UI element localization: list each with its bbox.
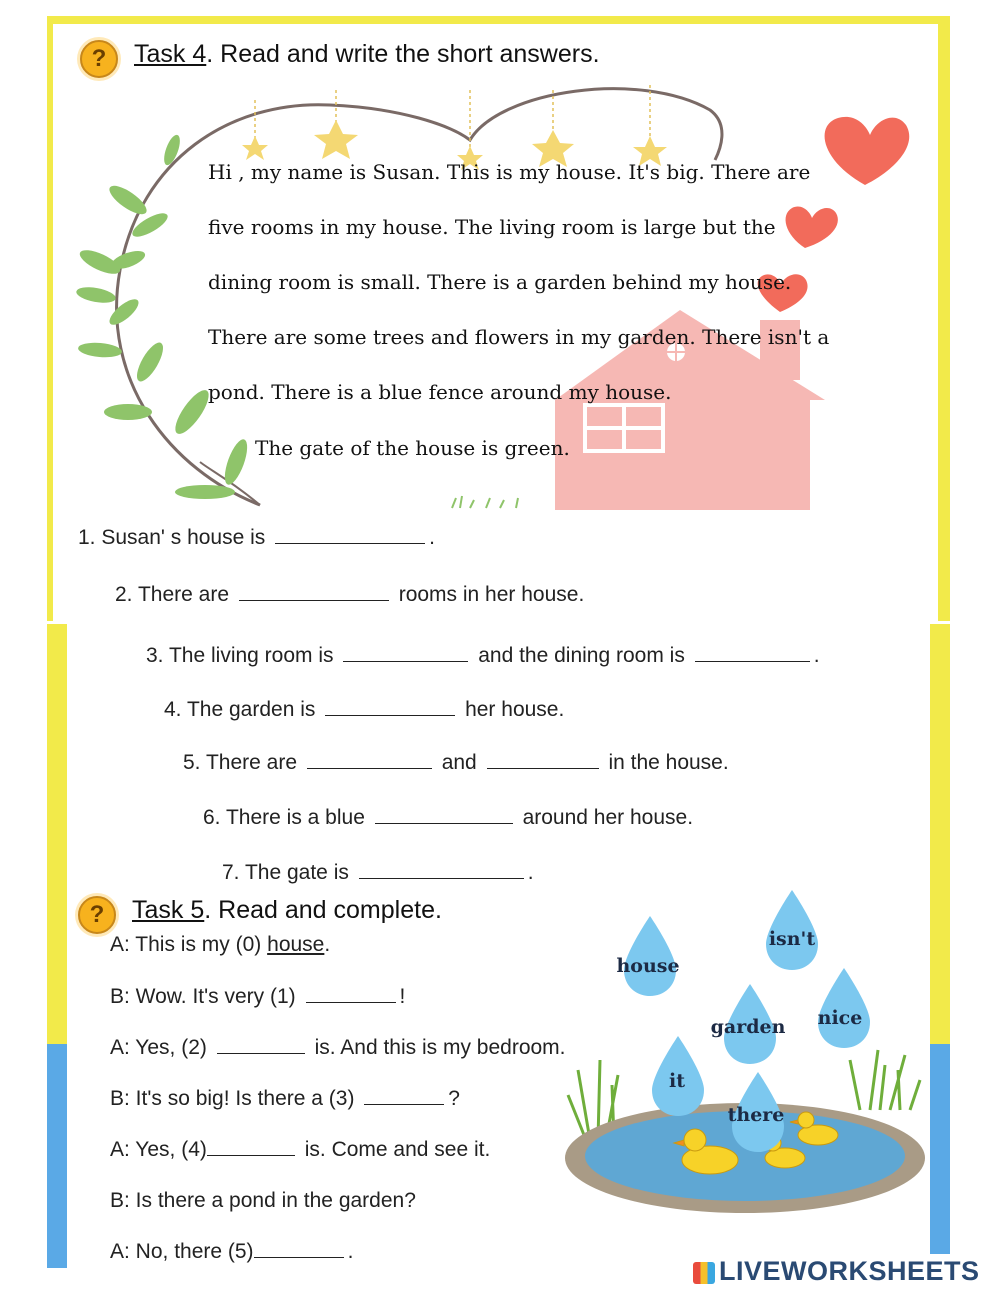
task5-heading xyxy=(132,896,442,925)
answer-blank-6[interactable] xyxy=(375,822,513,824)
story-line: The gate of the house is green. xyxy=(255,436,570,460)
liveworksheets-logo[interactable] xyxy=(693,1256,980,1287)
word-isnt: isn't xyxy=(768,928,816,950)
question-7: 7. The gate is . xyxy=(222,861,534,884)
word-house: house xyxy=(616,955,680,977)
answer-blank-4[interactable] xyxy=(325,714,455,716)
task4-title: . Read and write the short answers. xyxy=(206,40,600,68)
answer-blank-5a[interactable] xyxy=(307,767,432,769)
left-side-bar-yellow xyxy=(47,624,67,1044)
question-mark-icon: ? xyxy=(80,40,118,78)
dialog-blank-2[interactable] xyxy=(217,1052,305,1054)
dialog-blank-5[interactable] xyxy=(254,1256,344,1258)
question-mark-icon: ? xyxy=(78,896,116,934)
question-6: 6. There is a blue around her house. xyxy=(203,806,694,829)
vine-leaves xyxy=(75,133,252,499)
word-nice: nice xyxy=(817,1007,863,1029)
question-4: 4. The garden is her house. xyxy=(164,698,565,721)
star-strings xyxy=(255,85,650,150)
answer-blank-2[interactable] xyxy=(239,599,389,601)
question-1: 1. Susan' s house is . xyxy=(78,526,435,549)
task5-title: . Read and complete. xyxy=(204,896,442,924)
dialog-blank-1[interactable] xyxy=(306,1001,396,1003)
task5-number: Task 5 xyxy=(132,896,205,924)
dialog-line-5: B: Is there a pond in the garden? xyxy=(110,1189,416,1212)
story-line: There are some trees and flowers in my garden. There isn't a xyxy=(208,325,830,349)
answer-blank-3a[interactable] xyxy=(343,660,468,662)
dialog-blank-4[interactable] xyxy=(207,1154,295,1156)
answer-blank-1[interactable] xyxy=(275,542,425,544)
question-2: 2. There are rooms in her house. xyxy=(115,583,585,606)
story-line: dining room is small. There is a garden behind my house. xyxy=(208,270,792,294)
reeds-right xyxy=(850,1050,920,1110)
dialog-line-2: A: Yes, (2) is. And this is my bedroom. xyxy=(110,1036,566,1059)
dialog-line-6: A: No, there (5) . xyxy=(110,1240,354,1263)
story-line: pond. There is a blue fence around my house. xyxy=(208,380,672,404)
question-3: 3. The living room is and the dining room is . xyxy=(146,644,820,667)
task4-number: Task 4 xyxy=(134,40,207,68)
story-line: Hi , my name is Susan. This is my house. It's big. There are xyxy=(208,160,811,184)
example-answer: house xyxy=(267,933,325,956)
logo-text: LIVEWORKSHEETS xyxy=(719,1256,980,1286)
answer-blank-3b[interactable] xyxy=(695,660,810,662)
right-side-bar-yellow xyxy=(930,624,950,1044)
word-garden: garden xyxy=(710,1016,786,1038)
story-line: five rooms in my house. The living room is large but the xyxy=(208,215,776,239)
question-5: 5. There are and in the house. xyxy=(183,751,729,774)
left-side-bar-blue xyxy=(47,1044,67,1268)
answer-blank-7[interactable] xyxy=(359,877,524,879)
word-it: it xyxy=(669,1070,685,1092)
dialog-line-3: B: It's so big! Is there a (3) ? xyxy=(110,1087,460,1110)
dialog-line-1: B: Wow. It's very (1) ! xyxy=(110,985,406,1008)
answer-blank-5b[interactable] xyxy=(487,767,599,769)
logo-icon xyxy=(693,1262,715,1284)
word-there: there xyxy=(727,1104,785,1126)
dialog-blank-3[interactable] xyxy=(364,1103,444,1105)
grass-tuft xyxy=(452,496,518,508)
dialog-line-4: A: Yes, (4) is. Come and see it. xyxy=(110,1138,491,1161)
dialog-line-0: A: This is my (0) house. xyxy=(110,933,331,956)
